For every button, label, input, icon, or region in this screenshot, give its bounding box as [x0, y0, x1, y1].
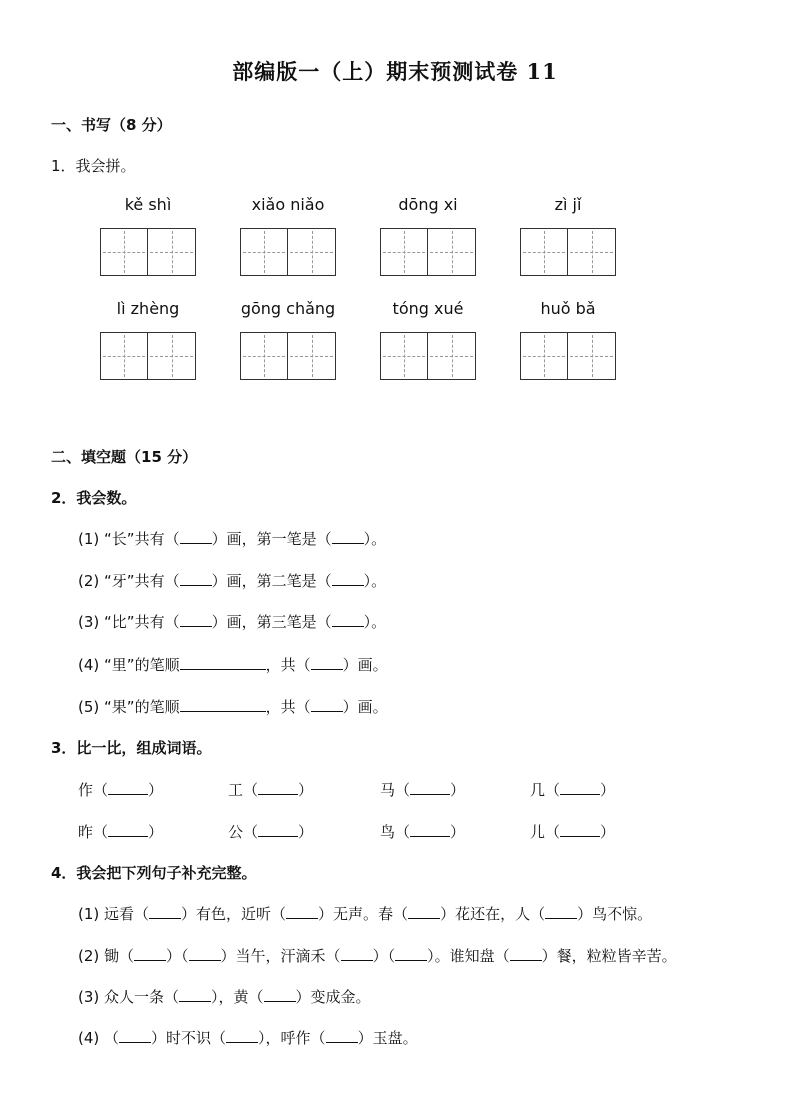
answer-blank[interactable]: [286, 904, 318, 919]
sentence-part: ）。谁知盘（: [427, 947, 510, 965]
answer-blank[interactable]: [108, 780, 148, 795]
writing-box[interactable]: [148, 228, 196, 276]
q1-prompt: 1．我会拼。: [51, 157, 136, 175]
word-char: 鸟（: [380, 823, 411, 841]
sentence-part: (3) 众人一条（: [78, 988, 180, 1006]
item-number: (2): [78, 572, 100, 590]
writing-box[interactable]: [568, 228, 616, 276]
writing-box[interactable]: [380, 332, 428, 380]
writing-box[interactable]: [568, 332, 616, 380]
sentence-part: ），黄（: [211, 988, 264, 1006]
word-char: 几（: [530, 781, 561, 799]
word-close: ）: [450, 823, 466, 841]
item-text: “长”共有（: [104, 530, 180, 548]
sentence-part: ）餐，粒粒皆辛苦。: [541, 947, 677, 965]
answer-blank[interactable]: [226, 1028, 258, 1043]
word-char: 昨（: [78, 823, 109, 841]
pinyin-cell: [218, 192, 358, 276]
answer-blank[interactable]: [180, 655, 266, 670]
pinyin-label: zì jǐ: [554, 195, 582, 214]
sentence-part: ）花还在，人（: [440, 905, 546, 923]
word-close: ）: [148, 781, 164, 799]
q2-item: [78, 696, 388, 717]
writing-box-pair[interactable]: [380, 228, 476, 276]
item-number: (1): [78, 530, 100, 548]
answer-blank[interactable]: [264, 987, 296, 1002]
item-text: “果”的笔顺: [104, 698, 180, 716]
q2-item: [78, 570, 386, 591]
answer-blank[interactable]: [395, 946, 427, 961]
q4-line-1: [78, 903, 652, 924]
pinyin-cell: [218, 296, 358, 380]
sentence-part: ）时不识（: [151, 1029, 227, 1047]
pinyin-cell: [358, 296, 498, 380]
word-item: [78, 821, 163, 842]
word-item: [380, 779, 465, 800]
answer-blank[interactable]: [341, 946, 373, 961]
answer-blank[interactable]: [326, 1028, 358, 1043]
q4-line-4: [78, 1027, 418, 1048]
word-item: [530, 821, 615, 842]
writing-box[interactable]: [520, 332, 568, 380]
answer-blank[interactable]: [332, 571, 364, 586]
answer-blank[interactable]: [560, 780, 600, 795]
word-item: [78, 779, 163, 800]
word-char: 工（: [228, 781, 259, 799]
item-text: ）画。: [342, 698, 388, 716]
section2-heading: 二、填空题（15 分）: [51, 448, 198, 466]
sentence-part: ）玉盘。: [357, 1029, 418, 1047]
item-text: ，共（: [265, 698, 311, 716]
sentence-part: ），呼作（: [258, 1029, 326, 1047]
pinyin-label: lì zhèng: [116, 299, 180, 318]
pinyin-label: kě shì: [124, 195, 172, 214]
word-char: 作（: [78, 781, 109, 799]
answer-blank[interactable]: [410, 822, 450, 837]
sentence-part: (1) 远看（: [78, 905, 150, 923]
word-char: 儿（: [530, 823, 561, 841]
item-text: “比”共有（: [104, 613, 180, 631]
answer-blank[interactable]: [134, 946, 166, 961]
pinyin-row-1: [78, 192, 638, 276]
item-text: “牙”共有（: [104, 572, 180, 590]
answer-blank[interactable]: [510, 946, 542, 961]
writing-box[interactable]: [428, 332, 476, 380]
word-item: [380, 821, 465, 842]
writing-box[interactable]: [428, 228, 476, 276]
item-text: ，共（: [265, 656, 311, 674]
writing-box[interactable]: [380, 228, 428, 276]
answer-blank[interactable]: [410, 780, 450, 795]
sentence-part: ）当午，汗滴禾（: [220, 947, 341, 965]
answer-blank[interactable]: [119, 1028, 151, 1043]
pinyin-grid: [78, 192, 638, 380]
page-title: 部编版一（上）期末预测试卷 11: [232, 59, 558, 84]
q3-row-1: [78, 779, 638, 799]
pinyin-label: gōng chǎng: [240, 299, 336, 318]
answer-blank[interactable]: [108, 822, 148, 837]
answer-blank[interactable]: [149, 904, 181, 919]
writing-box[interactable]: [100, 332, 148, 380]
writing-box[interactable]: [520, 228, 568, 276]
q2-prompt: 2．我会数。: [51, 489, 137, 507]
item-text: ）画，第二笔是（: [211, 572, 332, 590]
writing-box[interactable]: [240, 332, 288, 380]
pinyin-label: tóng xué: [392, 299, 464, 318]
word-item: [228, 821, 313, 842]
answer-blank[interactable]: [180, 697, 266, 712]
answer-blank[interactable]: [189, 946, 221, 961]
item-text: ）。: [363, 613, 387, 631]
q4-line-2: [78, 945, 677, 966]
sentence-part: ）（: [166, 947, 189, 965]
answer-blank[interactable]: [332, 529, 364, 544]
word-close: ）: [148, 823, 164, 841]
word-close: ）: [298, 823, 314, 841]
writing-box[interactable]: [288, 332, 336, 380]
sentence-part: ）有色，近听（: [181, 905, 287, 923]
q3-prompt: 3．比一比，组成词语。: [51, 739, 212, 757]
item-text: “里”的笔顺: [104, 656, 180, 674]
answer-blank[interactable]: [258, 822, 298, 837]
answer-blank[interactable]: [179, 987, 211, 1002]
writing-box-pair[interactable]: [240, 332, 336, 380]
answer-blank[interactable]: [311, 655, 343, 670]
answer-blank[interactable]: [180, 612, 212, 627]
writing-box-pair[interactable]: [520, 332, 616, 380]
writing-box-pair[interactable]: [380, 332, 476, 380]
sentence-part: (4) （: [78, 1029, 120, 1047]
sentence-part: ）无声。春（: [318, 905, 409, 923]
writing-box-pair[interactable]: [100, 332, 196, 380]
sentence-part: (2) 锄（: [78, 947, 135, 965]
item-text: ）。: [363, 572, 387, 590]
q4-prompt: 4．我会把下列句子补充完整。: [51, 864, 257, 882]
answer-blank[interactable]: [258, 780, 298, 795]
answer-blank[interactable]: [545, 904, 577, 919]
item-text: ）画，第三笔是（: [211, 613, 332, 631]
word-char: 马（: [380, 781, 411, 799]
writing-box-pair[interactable]: [520, 228, 616, 276]
pinyin-cell: [78, 192, 218, 276]
pinyin-cell: [498, 296, 638, 380]
writing-box[interactable]: [100, 228, 148, 276]
answer-blank[interactable]: [332, 612, 364, 627]
item-number: (5): [78, 698, 100, 716]
word-close: ）: [450, 781, 466, 799]
word-close: ）: [298, 781, 314, 799]
pinyin-label: dōng xi: [398, 195, 458, 214]
writing-box[interactable]: [288, 228, 336, 276]
word-item: [530, 779, 615, 800]
item-number: (3): [78, 613, 100, 631]
pinyin-cell: [498, 192, 638, 276]
sentence-part: ）鸟不惊。: [577, 905, 653, 923]
word-close: ）: [600, 823, 616, 841]
writing-box-pair[interactable]: [100, 228, 196, 276]
pinyin-cell: [358, 192, 498, 276]
answer-blank[interactable]: [180, 529, 212, 544]
answer-blank[interactable]: [180, 571, 212, 586]
word-close: ）: [600, 781, 616, 799]
pinyin-cell: [78, 296, 218, 380]
writing-box[interactable]: [240, 228, 288, 276]
item-text: ）。: [363, 530, 387, 548]
word-item: [228, 779, 313, 800]
item-text: ）画，第一笔是（: [211, 530, 332, 548]
answer-blank[interactable]: [311, 697, 343, 712]
writing-box-pair[interactable]: [240, 228, 336, 276]
pinyin-label: huǒ bǎ: [540, 299, 596, 318]
pinyin-row-2: [78, 296, 638, 380]
answer-blank[interactable]: [560, 822, 600, 837]
writing-box[interactable]: [148, 332, 196, 380]
q3-row-2: [78, 821, 638, 841]
q4-line-3: [78, 986, 371, 1007]
sentence-part: ）（: [372, 947, 396, 965]
answer-blank[interactable]: [408, 904, 440, 919]
word-char: 公（: [228, 823, 259, 841]
sentence-part: ）变成金。: [295, 988, 371, 1006]
pinyin-label: xiǎo niǎo: [251, 195, 325, 214]
section1-heading: 一、书写（8 分）: [51, 116, 172, 134]
q2-item: [78, 654, 388, 675]
q2-item: [78, 611, 386, 632]
q2-item: [78, 528, 386, 549]
item-text: ）画。: [342, 656, 388, 674]
item-number: (4): [78, 656, 100, 674]
